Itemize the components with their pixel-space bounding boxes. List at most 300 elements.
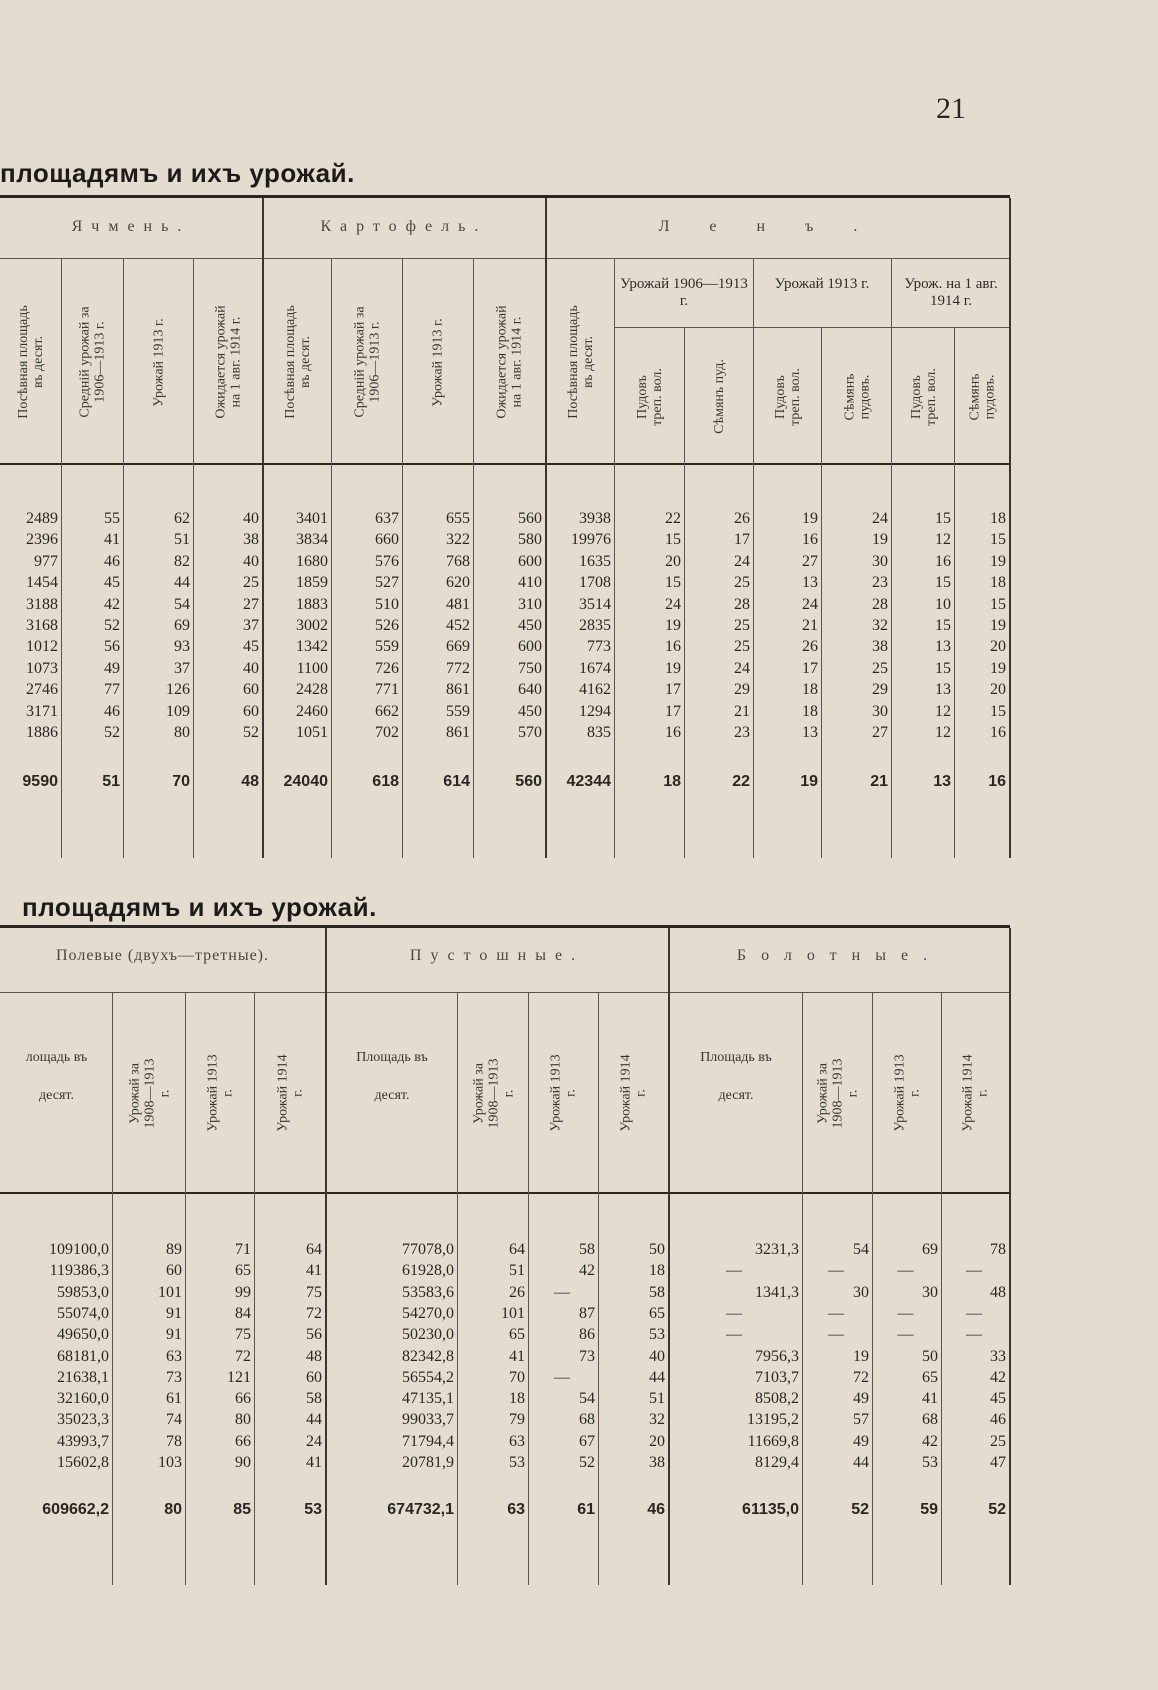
table1-cell-r10-c11: 13 [802, 724, 818, 741]
table1-cell-r5-c1: 52 [104, 617, 120, 634]
table1-cell-r0-c1: 55 [104, 510, 120, 527]
table1-cell-r10-c6: 861 [446, 724, 470, 741]
table1-cell-r0-c2: 62 [174, 510, 190, 527]
table1-cell-r10-c9: 16 [665, 724, 681, 741]
table1-cell-r5-c3: 37 [243, 617, 259, 634]
table1-group-barley: Ячмень. [71, 218, 191, 235]
table2-col-header-10 [873, 996, 942, 1190]
table1-cell-r3-c8: 1708 [579, 574, 611, 592]
table2-total-c5: 63 [507, 1501, 525, 1518]
table1-total-c3: 48 [241, 773, 259, 790]
table1-cell-r7-c14: 19 [990, 659, 1006, 677]
table1-cell-r9-c4: 2460 [296, 702, 328, 720]
table2-cell-r0-c3: 64 [306, 1241, 322, 1258]
table2-total-c10: 59 [920, 1501, 938, 1518]
table2-cell-r5-c11: 33 [990, 1347, 1006, 1365]
table1-cell-r3-c12: 23 [872, 574, 888, 592]
table2-cell-r10-c10: 53 [922, 1454, 938, 1471]
table1-cell-r10-c4: 1051 [296, 724, 328, 741]
table1-cell-r4-c0: 3188 [26, 595, 58, 613]
table1-col-header-label-11: Пудовъ треп. вол. [773, 367, 803, 426]
table2-cell-r2-c10: 30 [922, 1283, 938, 1301]
table2-cell-r9-c2: 66 [235, 1432, 251, 1450]
table2-column-line [1009, 928, 1011, 1585]
table1-total-c11: 19 [800, 773, 818, 790]
table1-cell-r8-c4: 2428 [296, 681, 328, 699]
table2-cell-r1-c5: 51 [509, 1262, 525, 1280]
table1-cell-r5-c14: 19 [990, 617, 1006, 634]
table2-cell-r5-c10: 50 [922, 1347, 938, 1365]
table2-cell-r10-c7: 38 [649, 1454, 665, 1471]
table1-col-header-13 [892, 331, 955, 462]
table1-col-header-4 [263, 262, 332, 462]
table1-cell-r7-c3: 40 [243, 659, 259, 677]
table2-cell-r9-c5: 63 [509, 1432, 525, 1450]
table2-cell-r0-c7: 50 [649, 1241, 665, 1258]
table2-cell-r1-c9: — [828, 1262, 844, 1280]
table1-cell-r4-c1: 42 [104, 595, 120, 613]
table2-cell-r6-c2: 121 [227, 1368, 251, 1386]
table2-cell-r10-c0: 15602,8 [57, 1454, 109, 1471]
table1-cell-r4-c9: 24 [665, 595, 681, 613]
table2-cell-r3-c6: 87 [579, 1304, 595, 1322]
table2-cell-r6-c7: 44 [649, 1368, 665, 1386]
table1-col-header-9 [615, 331, 685, 462]
table1-cell-r7-c1: 49 [104, 659, 120, 677]
table2-col-header-6 [529, 996, 599, 1190]
table1-col-header-label-9: Пудовъ треп. вол. [635, 367, 665, 426]
table2-col-header-1 [113, 996, 186, 1190]
table1-cell-r5-c12: 32 [872, 617, 888, 634]
table2-col-header-0: лощадь въ [25, 1050, 88, 1065]
table1-cell-r8-c9: 17 [665, 681, 681, 699]
table1-cell-r6-c13: 13 [935, 638, 951, 656]
table1-cell-r4-c13: 10 [935, 595, 951, 613]
table1-cell-r1-c4: 3834 [296, 531, 328, 549]
table1-cell-r6-c4: 1342 [296, 638, 328, 656]
table2-total-c6: 61 [577, 1501, 595, 1518]
table1-cell-r4-c6: 481 [446, 595, 470, 613]
table2-cell-r3-c7: 65 [649, 1304, 665, 1322]
table2-cell-r0-c9: 54 [853, 1241, 869, 1258]
table2-top-rule [0, 925, 1010, 928]
table1-col-header-7 [474, 262, 546, 462]
table2-cell-r6-c8: 7103,7 [755, 1368, 799, 1386]
table1-cell-r7-c4: 1100 [296, 659, 328, 677]
table1-col-header-label-14: Сѣмянъ пудовъ. [967, 373, 998, 420]
table2-cell-r4-c8: — [726, 1326, 742, 1344]
table1-cell-r1-c7: 580 [518, 531, 542, 549]
table1-cell-r5-c13: 15 [935, 617, 951, 634]
table2-cell-r6-c3: 60 [306, 1368, 322, 1386]
table1-header-bottom-line [0, 463, 1010, 465]
table2-cell-r9-c6: 67 [579, 1432, 595, 1450]
table2-col-header-label-6: Урожай 1913 г. [549, 1054, 579, 1132]
table1-cell-r2-c9: 20 [665, 552, 681, 570]
table2-cell-r4-c7: 53 [649, 1326, 665, 1344]
table2-cell-r4-c10: — [897, 1326, 914, 1344]
table1-cell-r8-c14: 20 [990, 681, 1006, 699]
table1-total-c9: 18 [663, 773, 681, 790]
table2-total-c7: 46 [647, 1501, 665, 1518]
table1-group-line [0, 258, 1010, 259]
table1-total-c13: 13 [933, 773, 951, 790]
table2-cell-r2-c2: 99 [235, 1283, 251, 1301]
table1-cell-r8-c5: 771 [375, 681, 399, 699]
table2-cell-r2-c11: 48 [990, 1283, 1006, 1301]
table1-cell-r9-c5: 662 [375, 702, 399, 720]
table1-cell-r1-c6: 322 [446, 531, 470, 549]
table1-total-c0: 9590 [22, 773, 58, 790]
table2-cell-r3-c11: — [966, 1304, 982, 1322]
table2-cell-r5-c7: 40 [649, 1347, 665, 1365]
table2-cell-r10-c4: 20781,9 [402, 1454, 454, 1471]
table2-cell-r9-c7: 20 [649, 1432, 665, 1450]
table1-cell-r9-c10: 21 [734, 702, 750, 720]
table1-cell-r4-c3: 27 [243, 595, 259, 613]
table2-cell-r8-c8: 13195,2 [747, 1411, 799, 1429]
table1-cell-r3-c1: 45 [104, 574, 120, 592]
table1-cell-r10-c12: 27 [872, 724, 888, 741]
table1-cell-r7-c8: 1674 [579, 659, 611, 677]
table1-col-header-12 [822, 331, 892, 462]
table2-cell-r10-c9: 44 [853, 1454, 869, 1471]
table2-col-header-5 [458, 996, 529, 1190]
table1-cell-r3-c4: 1859 [296, 574, 328, 592]
table2-cell-r5-c6: 73 [579, 1347, 595, 1365]
table2-cell-r3-c4: 54270,0 [402, 1304, 454, 1322]
table1-cell-r4-c14: 15 [990, 595, 1006, 613]
table1-cell-r5-c4: 3002 [296, 617, 328, 634]
table1-cell-r5-c5: 526 [375, 617, 399, 634]
table2-col-header-label-7: Урожай 1914 г. [619, 1054, 649, 1132]
table1-col-header-label-5: Средній урожай за 1906—1913 г. [352, 306, 383, 418]
table1-cell-r10-c0: 1886 [26, 724, 58, 741]
table2-cell-r7-c5: 18 [509, 1390, 525, 1408]
table2-total-c3: 53 [304, 1501, 322, 1518]
table1-cell-r3-c2: 44 [174, 574, 190, 592]
table2-cell-r2-c8: 1341,3 [755, 1283, 799, 1301]
table1-col-header-2 [124, 262, 194, 462]
table2-col-header-label-5: Урожай за 1908—1913 г. [471, 1058, 516, 1128]
table2-cell-r1-c2: 65 [235, 1262, 251, 1280]
table1-cell-r0-c6: 655 [446, 510, 470, 527]
table1-cell-r9-c2: 109 [166, 702, 190, 720]
table2-cell-r0-c1: 89 [166, 1241, 182, 1258]
table1-cell-r3-c10: 25 [734, 574, 750, 592]
table2-cell-r3-c5: 101 [501, 1304, 525, 1322]
table2-cell-r4-c4: 50230,0 [402, 1326, 454, 1344]
table1-col-header-14 [955, 331, 1010, 462]
table1-cell-r7-c2: 37 [174, 659, 190, 677]
table2-cell-r7-c8: 8508,2 [755, 1390, 799, 1408]
table2-col-header-0-unit: десят. [39, 1088, 74, 1103]
table2-cell-r2-c0: 59853,0 [57, 1283, 109, 1301]
table1-col-header-10 [685, 331, 754, 462]
table2-cell-r4-c9: — [828, 1326, 844, 1344]
table1-col-header-8 [546, 262, 615, 462]
table1-cell-r1-c11: 16 [802, 531, 818, 549]
table1-col-header-6 [403, 262, 474, 462]
table2-cell-r0-c6: 58 [579, 1241, 595, 1258]
table2-group-field: Полевые (двухъ—третные). [56, 947, 269, 964]
table1-cell-r10-c2: 80 [174, 724, 190, 741]
table2-cell-r10-c6: 52 [579, 1454, 595, 1471]
table1-total-c8: 42344 [566, 773, 611, 790]
table2-cell-r2-c6: — [554, 1283, 570, 1301]
table2-col-header-7 [599, 996, 669, 1190]
table2-cell-r1-c8: — [726, 1262, 742, 1280]
table1-col-header-label-4: Посѣвная площадь въ десят. [282, 305, 313, 419]
table2-group-line [0, 992, 1010, 993]
table2-cell-r9-c1: 78 [166, 1432, 182, 1450]
table2-cell-r8-c7: 32 [649, 1411, 665, 1429]
table2-cell-r5-c5: 41 [509, 1347, 525, 1365]
table2-cell-r8-c11: 46 [990, 1411, 1006, 1429]
table1-cell-r4-c8: 3514 [579, 595, 611, 613]
table1-cell-r0-c8: 3938 [579, 510, 611, 527]
table1-cell-r9-c12: 30 [872, 702, 888, 720]
table1-cell-r0-c7: 560 [518, 510, 542, 527]
table2-cell-r0-c2: 71 [235, 1241, 251, 1258]
table2-cell-r4-c2: 75 [235, 1326, 251, 1344]
table1-col-header-label-3: Ожидается урожай на 1 авг. 1914 г. [213, 305, 244, 419]
table1-cell-r1-c5: 660 [375, 531, 399, 549]
table1-cell-r3-c13: 15 [935, 574, 951, 592]
table1-cell-r1-c3: 38 [243, 531, 259, 549]
table1-cell-r6-c12: 38 [872, 638, 888, 656]
table1-cell-r4-c7: 310 [518, 595, 542, 613]
table1-cell-r6-c14: 20 [990, 638, 1006, 656]
table2-total-c11: 52 [988, 1501, 1006, 1518]
table2-cell-r0-c5: 64 [509, 1241, 525, 1258]
table2-col-header-label-11: Урожай 1914 г. [961, 1054, 991, 1132]
table1-cell-r6-c6: 669 [446, 638, 470, 656]
table2-cell-r5-c8: 7956,3 [755, 1347, 799, 1365]
table1-cell-r3-c6: 620 [446, 574, 470, 592]
table2-group-waste: Пустошные. [409, 947, 585, 964]
table1-flax-yield-0613: Урожай 1906—1913 г. [620, 276, 748, 309]
table2-cell-r8-c9: 57 [853, 1411, 869, 1429]
table1-cell-r7-c13: 15 [935, 659, 951, 677]
table1-cell-r10-c3: 52 [243, 724, 259, 741]
table1-cell-r0-c12: 24 [872, 510, 888, 527]
table2-cell-r6-c11: 42 [990, 1368, 1006, 1386]
table1-cell-r1-c0: 2396 [26, 531, 58, 549]
table1-cell-r5-c7: 450 [518, 617, 542, 634]
table1-cell-r4-c2: 54 [174, 595, 190, 613]
table2-cell-r8-c5: 79 [509, 1411, 525, 1429]
table1-cell-r0-c5: 637 [375, 510, 399, 527]
table1-cell-r0-c11: 19 [802, 510, 818, 527]
table1-cell-r8-c12: 29 [872, 681, 888, 699]
table2-total-c9: 52 [851, 1501, 869, 1518]
table2-col-header-8-unit: десят. [718, 1088, 754, 1103]
table2-cell-r3-c2: 84 [235, 1304, 251, 1322]
table1-cell-r3-c3: 25 [243, 574, 259, 592]
table2-col-header-8: Площадь въ [700, 1050, 772, 1065]
table1-cell-r6-c7: 600 [518, 638, 542, 656]
table1-cell-r8-c8: 4162 [579, 681, 611, 699]
table2-cell-r1-c0: 119386,3 [49, 1262, 109, 1280]
table2-cell-r8-c4: 99033,7 [402, 1411, 454, 1429]
table1-cell-r3-c9: 15 [665, 574, 681, 592]
table1-cell-r10-c13: 12 [935, 724, 951, 741]
table1-cell-r3-c0: 1454 [26, 574, 58, 592]
table2-cell-r4-c5: 65 [509, 1326, 525, 1344]
table2-cell-r7-c6: 54 [579, 1390, 595, 1408]
table1-cell-r6-c5: 559 [375, 638, 399, 656]
table1-cell-r2-c10: 24 [734, 552, 750, 570]
table2-col-header-label-10: Урожай 1913 г. [892, 1054, 923, 1132]
table2-cell-r2-c9: 30 [853, 1283, 869, 1301]
table2-cell-r2-c3: 75 [306, 1283, 322, 1301]
table2-col-header-label-3: Урожай 1914 г. [275, 1054, 306, 1132]
table1-cell-r1-c13: 12 [935, 531, 951, 549]
table1-cell-r3-c7: 410 [518, 574, 542, 592]
table1-cell-r2-c13: 16 [935, 552, 951, 570]
table1-cell-r6-c0: 1012 [26, 638, 58, 656]
table2-col-header-4-unit: десят. [374, 1088, 410, 1103]
table2-cell-r0-c11: 78 [990, 1241, 1006, 1258]
table1-cell-r0-c4: 3401 [296, 510, 328, 527]
table1-col-header-5 [332, 262, 403, 462]
table2-cell-r3-c9: — [828, 1304, 844, 1322]
table1-cell-r9-c14: 15 [990, 702, 1006, 720]
table1-cell-r9-c7: 450 [518, 702, 542, 720]
table1-total-c10: 22 [732, 773, 750, 790]
table2-cell-r1-c1: 60 [166, 1262, 182, 1280]
table2-cell-r4-c11: — [966, 1326, 982, 1344]
table1-col-header-label-13: Пудовъ треп. вол. [908, 367, 939, 426]
table2-heading: площадямъ и ихъ урожай. [22, 892, 377, 922]
table2-cell-r10-c5: 53 [509, 1454, 525, 1471]
table1-cell-r3-c14: 18 [990, 574, 1006, 592]
table1-cell-r3-c5: 527 [375, 574, 399, 592]
table2-cell-r7-c9: 49 [853, 1390, 869, 1408]
table1-group-potato: Картофель. [320, 218, 488, 235]
table2-cell-r2-c7: 58 [649, 1283, 665, 1301]
table2-group-marsh: Болотные. [736, 947, 943, 964]
table1-col-header-label-6: Урожай 1913 г. [431, 317, 446, 407]
table1-total-c7: 560 [515, 773, 542, 790]
table1-cell-r8-c6: 861 [446, 681, 470, 699]
table1-cell-r5-c11: 21 [802, 617, 818, 634]
table2-cell-r5-c4: 82342,8 [402, 1347, 454, 1365]
table1-cell-r1-c10: 17 [734, 531, 750, 549]
table2-cell-r7-c11: 45 [990, 1390, 1006, 1408]
table1-cell-r4-c10: 28 [734, 595, 750, 613]
table1-cell-r2-c11: 27 [802, 552, 818, 570]
table2-cell-r1-c10: — [897, 1262, 914, 1280]
table1-cell-r3-c11: 13 [802, 574, 818, 592]
table1-cell-r8-c0: 2746 [26, 681, 58, 699]
table2-cell-r5-c0: 68181,0 [57, 1347, 109, 1365]
table1-col-header-label-12: Сѣмянъ пудовъ. [841, 373, 872, 420]
table1-col-header-label-7: Ожидается урожай на 1 авг. 1914 г. [495, 305, 525, 419]
table2-cell-r9-c8: 11669,8 [747, 1432, 799, 1450]
table2-cell-r5-c1: 63 [166, 1347, 182, 1365]
table1-cell-r7-c11: 17 [802, 659, 818, 677]
table2-col-header-11 [942, 996, 1010, 1190]
table2-total-c0: 609662,2 [42, 1501, 109, 1518]
table1-cell-r8-c13: 13 [935, 681, 951, 699]
table1-cell-r10-c8: 835 [587, 724, 611, 741]
table1-cell-r0-c10: 26 [734, 510, 750, 527]
table2-cell-r7-c3: 58 [306, 1390, 322, 1408]
table1-cell-r5-c9: 19 [665, 617, 681, 634]
table1-cell-r0-c3: 40 [243, 510, 259, 527]
table1-cell-r9-c0: 3171 [26, 702, 58, 720]
table1-cell-r9-c1: 46 [104, 702, 120, 720]
table2-cell-r7-c4: 47135,1 [402, 1390, 454, 1408]
table1-total-c14: 16 [988, 773, 1006, 790]
table2-cell-r10-c3: 41 [306, 1454, 322, 1471]
table2-cell-r4-c3: 56 [306, 1326, 322, 1344]
table1-cell-r4-c11: 24 [802, 595, 818, 613]
table2-cell-r1-c6: 42 [579, 1262, 595, 1280]
table2-cell-r3-c8: — [726, 1304, 742, 1322]
table1-col-header-label-10: Сѣмянъ пуд. [712, 359, 728, 434]
table1-total-c2: 70 [172, 773, 190, 790]
table1-cell-r6-c2: 93 [174, 638, 190, 656]
table2-cell-r3-c3: 72 [306, 1304, 322, 1322]
table1-column-line [1009, 198, 1011, 858]
table2-cell-r9-c9: 49 [853, 1432, 869, 1450]
table1-total-c1: 51 [102, 773, 120, 790]
table1-cell-r8-c7: 640 [518, 681, 542, 699]
table1-cell-r10-c5: 702 [375, 724, 399, 741]
table1-cell-r7-c10: 24 [734, 659, 750, 677]
table1-cell-r8-c11: 18 [802, 681, 818, 699]
table1-cell-r2-c6: 768 [446, 552, 470, 570]
table1-cell-r1-c9: 15 [665, 531, 681, 549]
table1-total-c12: 21 [870, 773, 888, 790]
table1-cell-r1-c14: 15 [990, 531, 1006, 549]
table1-cell-r2-c12: 30 [872, 552, 888, 570]
table1-cell-r2-c1: 46 [104, 552, 120, 570]
table2-cell-r3-c10: — [897, 1304, 914, 1322]
table2-col-header-9 [803, 996, 873, 1190]
table1-cell-r7-c9: 19 [665, 659, 681, 677]
table1-total-c4: 24040 [283, 773, 328, 790]
table1-cell-r2-c7: 600 [518, 552, 542, 570]
table2-cell-r5-c3: 48 [306, 1347, 322, 1365]
table1-cell-r9-c3: 60 [243, 702, 259, 720]
table1-cell-r6-c3: 45 [243, 638, 259, 656]
table1-cell-r5-c8: 2835 [579, 617, 611, 634]
table2-cell-r1-c11: — [966, 1262, 982, 1280]
table1-col-header-label-1: Средній урожай за 1906—1913 г. [78, 306, 109, 418]
table1-flax-sub-line [615, 327, 1010, 328]
table1-cell-r4-c4: 1883 [296, 595, 328, 613]
table2-cell-r4-c0: 49650,0 [57, 1326, 109, 1344]
table1-cell-r6-c9: 16 [665, 638, 681, 656]
table2-cell-r6-c1: 73 [166, 1368, 182, 1386]
table1-cell-r5-c6: 452 [446, 617, 470, 634]
table2-cell-r3-c0: 55074,0 [57, 1304, 109, 1322]
table2-total-c1: 80 [164, 1501, 182, 1518]
table1-cell-r2-c5: 576 [375, 552, 399, 570]
table1-cell-r10-c7: 570 [518, 724, 542, 741]
table2-cell-r10-c2: 90 [235, 1454, 251, 1471]
table1-cell-r0-c9: 22 [665, 510, 681, 527]
table2-col-header-4: Площадь въ [356, 1050, 428, 1065]
table1-cell-r5-c0: 3168 [26, 617, 58, 634]
table2-col-header-label-1: Урожай за 1908—1913 г. [127, 1058, 172, 1128]
table2-cell-r8-c0: 35023,3 [57, 1411, 109, 1429]
table1-flax-yield-1913: Урожай 1913 г. [774, 276, 870, 292]
